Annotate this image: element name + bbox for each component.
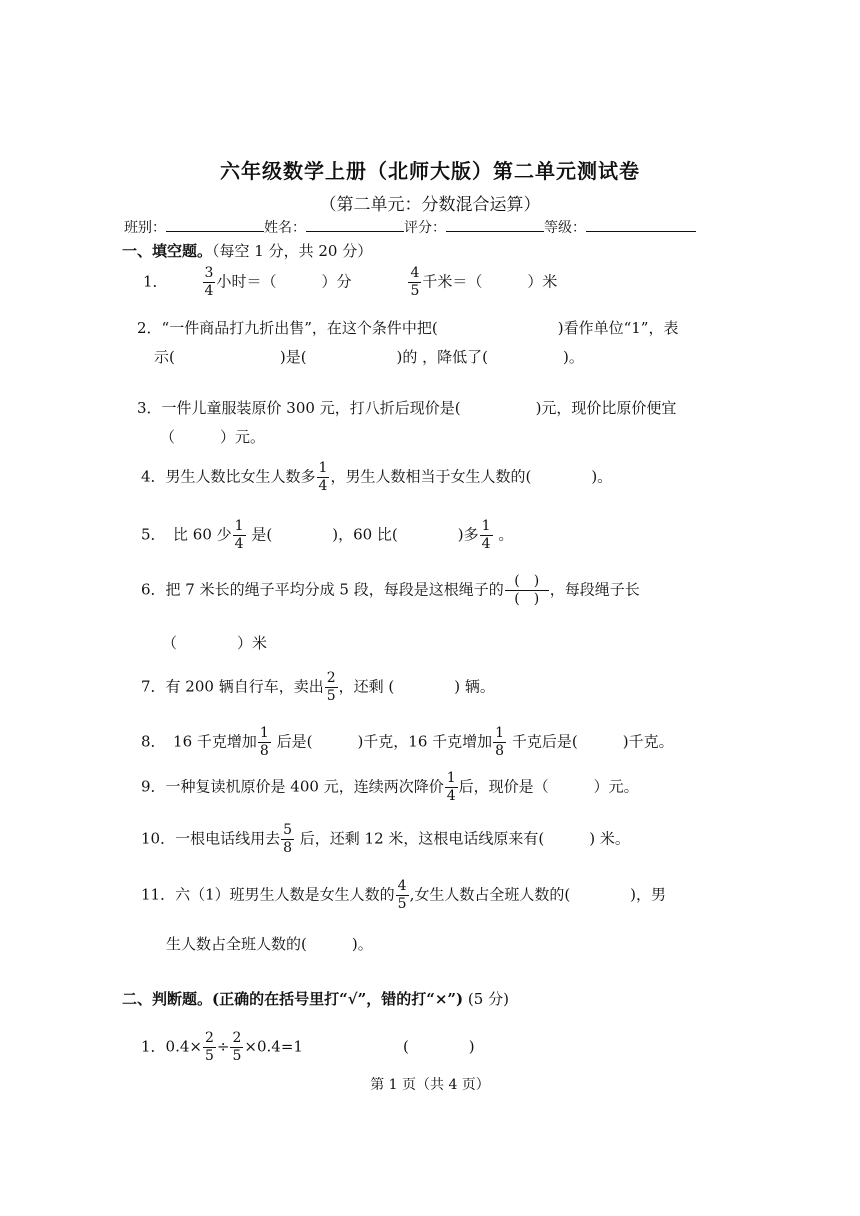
q8-text-3: 千克后是( )千克。 <box>507 732 674 751</box>
denominator: 8 <box>283 840 293 856</box>
student-info-row <box>124 217 696 237</box>
denominator: 4 <box>481 536 491 552</box>
question-6-line-1 <box>141 573 640 608</box>
question-3-line-1: 3．一件儿童服装原价 300 元，打八折后现价是( )元，现价比原价便宜 <box>137 399 677 417</box>
j1-operator: ÷ <box>216 1037 230 1056</box>
q8-fraction-2 <box>493 725 506 760</box>
question-11-line-2: 生人数占全班人数的( )。 <box>166 935 373 953</box>
question-11-line-1 <box>141 878 666 913</box>
denominator: ( ) <box>514 591 540 607</box>
numerator: ( ) <box>505 573 549 591</box>
grade-label: 等级： <box>544 220 586 236</box>
q1-fraction-2 <box>408 265 421 300</box>
section-2-note: (5 分) <box>463 990 509 1008</box>
page-subtitle: （第二单元：分数混合运算） <box>319 195 541 215</box>
denominator: 5 <box>232 1048 242 1064</box>
question-2-line-1: 2．“一件商品打九折出售”，在这个条件中把( )看作单位“1”，表 <box>137 319 679 337</box>
q10-text-2: 后，还剩 12 米，这根电话线原来有( ) 米。 <box>295 829 630 848</box>
numerator: 1 <box>495 725 505 741</box>
q7-fraction <box>325 670 338 705</box>
score-label: 评分： <box>404 220 446 236</box>
class-label: 班别： <box>124 220 166 236</box>
numerator: 1 <box>446 770 456 786</box>
question-4 <box>141 460 612 495</box>
question-10 <box>141 822 630 857</box>
q11-text-1: 11．六（1）班男生人数是女生人数的 <box>141 885 395 904</box>
j1-text-1: 1．0.4× <box>141 1037 202 1056</box>
q1-number: 1． <box>143 272 168 291</box>
q1-text-2: 千米＝（ ）米 <box>422 272 558 291</box>
q9-text-2: 后，现价是（ ）元。 <box>458 777 639 796</box>
q5-fraction-2 <box>480 518 493 553</box>
denominator: 4 <box>446 788 456 804</box>
section-1-heading <box>122 240 372 261</box>
question-7 <box>141 670 495 705</box>
numerator: 1 <box>234 518 244 534</box>
section-2-title: 二、判断题。(正确的在括号里打“√”，错的打“×”) <box>122 990 464 1008</box>
denominator: 4 <box>318 478 328 494</box>
q1-text-1: 小时＝（ ）分 <box>216 272 352 291</box>
q8-text-2: 后是( )千克，16 千克增加 <box>271 732 493 751</box>
q11-fraction <box>396 878 409 913</box>
j1-answer-blank[interactable]: ( ) <box>402 1037 475 1056</box>
question-3-line-2: （ ）元。 <box>160 428 266 446</box>
q6-fraction-blank[interactable] <box>505 573 549 608</box>
numerator: 5 <box>283 822 293 838</box>
class-blank[interactable] <box>166 217 264 232</box>
q1-fraction-1 <box>203 265 216 300</box>
denominator: 5 <box>326 688 336 704</box>
denominator: 5 <box>204 1048 214 1064</box>
name-blank[interactable] <box>306 217 404 232</box>
denominator: 4 <box>204 283 214 299</box>
q4-text-2: ，男生人数相当于女生人数的( )。 <box>330 467 613 486</box>
q8-fraction-1 <box>258 725 271 760</box>
question-9 <box>141 770 639 805</box>
numerator: 1 <box>481 518 491 534</box>
section-1-note: （每空 1 分，共 20 分） <box>212 242 373 260</box>
section-1-title: 一、填空题。 <box>122 242 213 260</box>
page-footer: 第 1 页（共 4 页） <box>370 1077 490 1093</box>
q5-text-2: 是( )，60 比( )多 <box>246 525 479 544</box>
numerator: 1 <box>259 725 269 741</box>
q8-text-1: 8． 16 千克增加 <box>141 732 257 751</box>
q5-text-3: 。 <box>493 525 514 544</box>
q9-fraction <box>445 770 458 805</box>
denominator: 5 <box>410 283 420 299</box>
q7-text-1: 7．有 200 辆自行车，卖出 <box>141 677 324 696</box>
numerator: 3 <box>204 265 214 281</box>
q4-fraction <box>317 460 330 495</box>
score-blank[interactable] <box>446 217 544 232</box>
question-2-line-2: 示( )是( )的 ，降低了( )。 <box>154 348 584 366</box>
numerator: 1 <box>318 460 328 476</box>
numerator: 2 <box>204 1030 214 1046</box>
q6-text-2: ，每段绳子长 <box>549 580 640 599</box>
q10-text-1: 10．一根电话线用去 <box>141 829 281 848</box>
grade-blank[interactable] <box>586 217 696 232</box>
question-1 <box>143 265 557 300</box>
q11-text-2: ,女生人数占全班人数的( )，男 <box>409 885 667 904</box>
denominator: 5 <box>397 896 407 912</box>
numerator: 4 <box>397 878 407 894</box>
judge-question-1 <box>141 1030 475 1065</box>
section-2-heading <box>122 988 509 1009</box>
q6-text-1: 6．把 7 米长的绳子平均分成 5 段，每段是这根绳子的 <box>141 580 504 599</box>
q7-text-2: ，还剩 ( ) 辆。 <box>338 677 495 696</box>
name-label: 姓名： <box>264 220 306 236</box>
q10-fraction <box>281 822 294 857</box>
q9-text-1: 9．一种复读机原价是 400 元，连续两次降价 <box>141 777 444 796</box>
denominator: 4 <box>234 536 244 552</box>
j1-text-2: ×0.4=1 <box>244 1037 303 1056</box>
q5-text-1: 5． 比 60 少 <box>141 525 232 544</box>
question-8 <box>141 725 674 760</box>
q4-text-1: 4．男生人数比女生人数多 <box>141 467 316 486</box>
numerator: 4 <box>410 265 420 281</box>
j1-fraction-1 <box>203 1030 216 1065</box>
denominator: 8 <box>259 743 269 759</box>
page-title: 六年级数学上册（北师大版）第二单元测试卷 <box>220 159 640 183</box>
numerator: 2 <box>232 1030 242 1046</box>
q5-fraction-1 <box>233 518 246 553</box>
denominator: 8 <box>495 743 505 759</box>
question-6-line-2: （ ）米 <box>162 634 268 652</box>
j1-fraction-2 <box>230 1030 243 1065</box>
question-5 <box>141 518 513 553</box>
numerator: 2 <box>326 670 336 686</box>
